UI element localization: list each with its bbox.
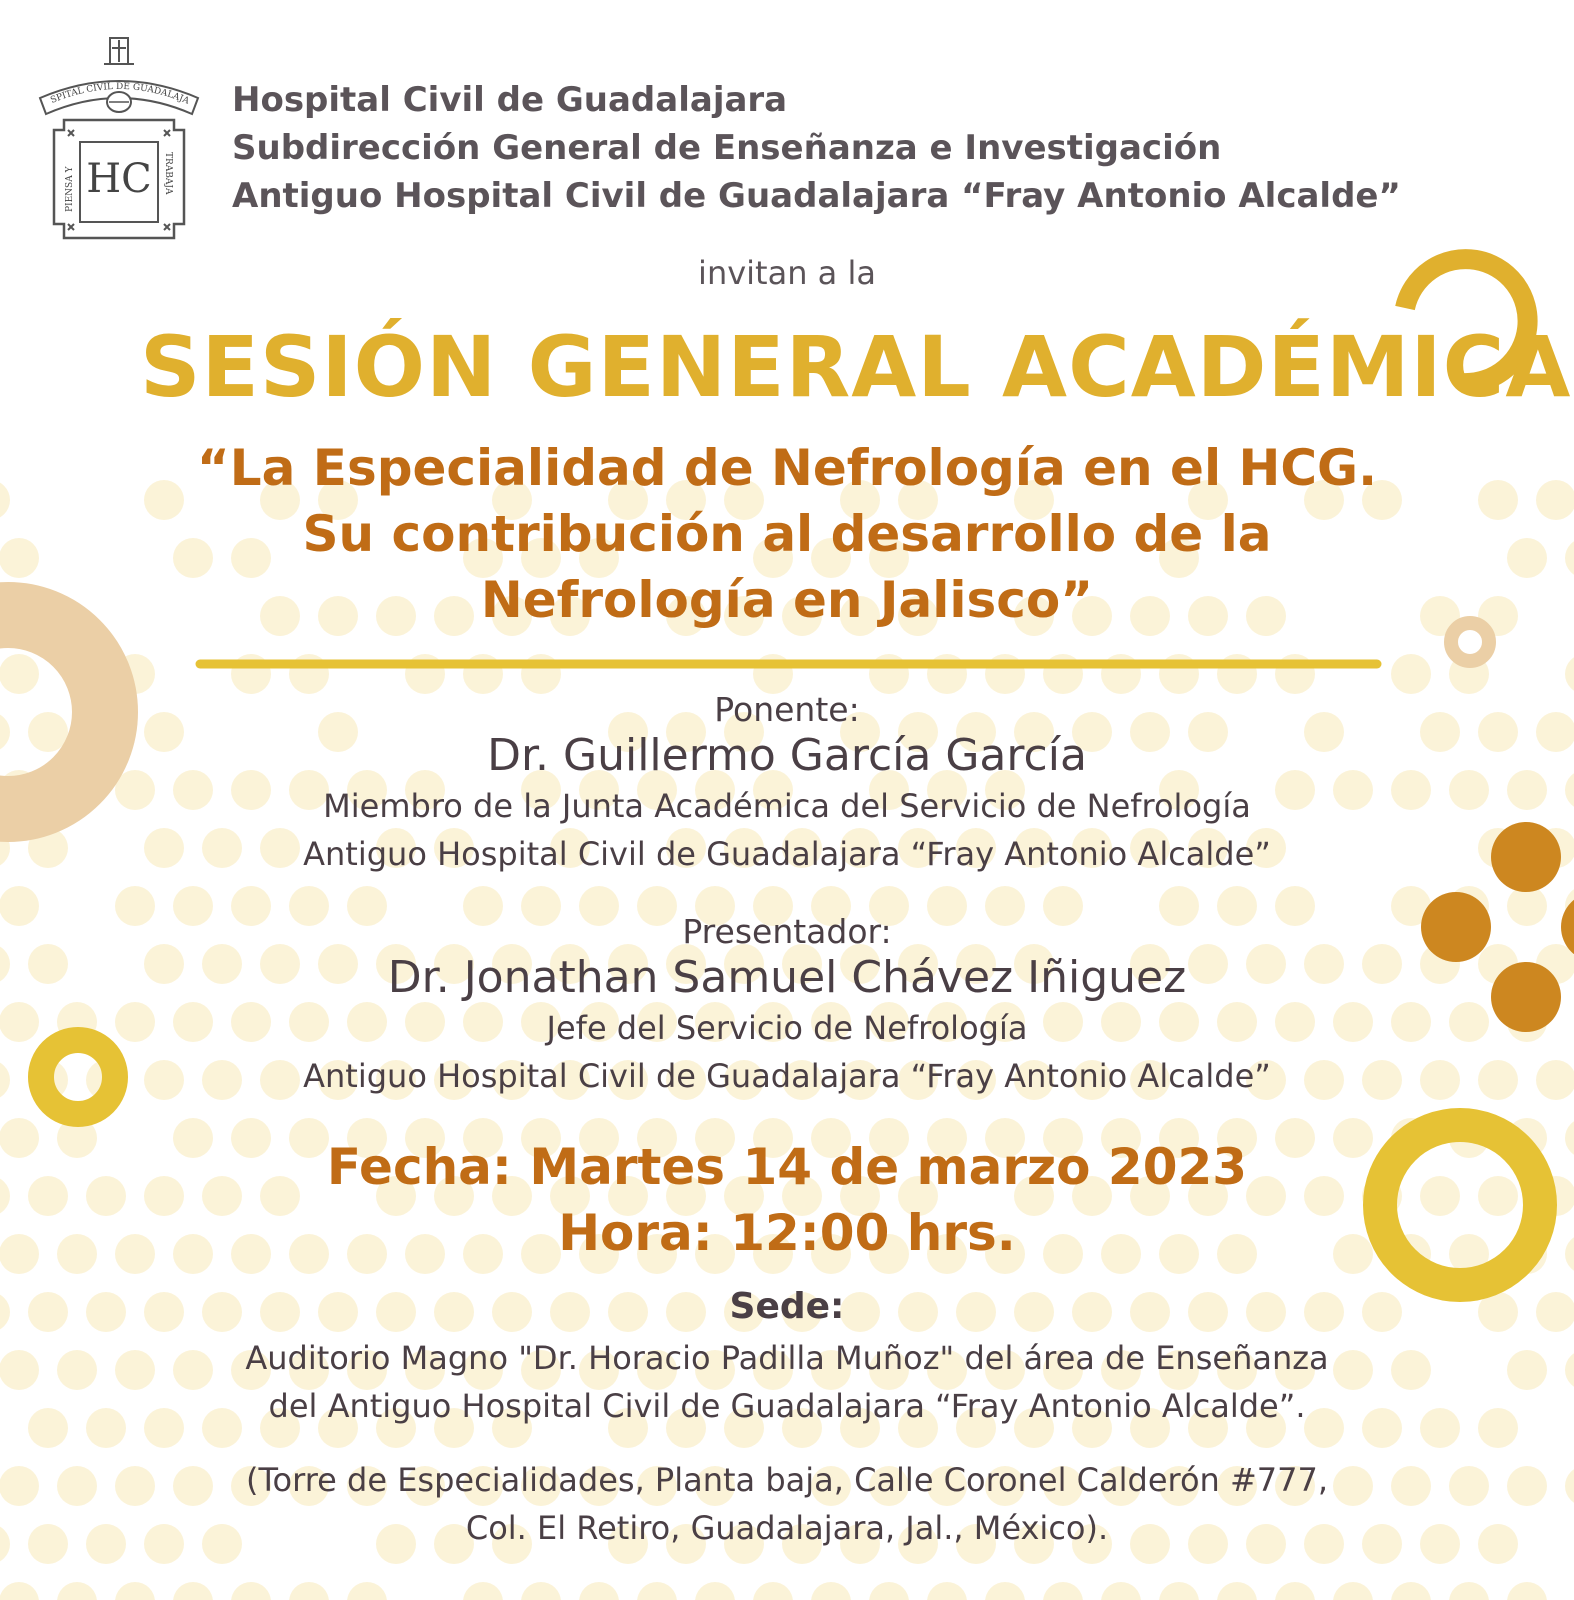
sede-line-2: del Antiguo Hospital Civil de Guadalajara “Fray Antonio Alcalde”. <box>268 1387 1306 1425</box>
logo-banner-text: SPITAL CIVIL DE GUADALAJA <box>49 81 191 107</box>
event-date: Fecha: Martes 14 de marzo 2023 <box>326 1138 1248 1196</box>
background-dot <box>985 1582 1025 1600</box>
address-line-2: Col. El Retiro, Guadalajara, Jal., México). <box>465 1509 1109 1547</box>
address-line-1: (Torre de Especialidades, Planta baja, Calle Coronel Calderón #777, <box>245 1461 1329 1499</box>
presentador-details <box>0 1004 1574 1100</box>
background-dot <box>1217 1582 1257 1600</box>
presentador-role: Jefe del Servicio de Nefrología <box>546 1009 1028 1047</box>
sede-line-1: Auditorio Magno "Dr. Horacio Padilla Muñoz" del área de Enseñanza <box>245 1339 1329 1377</box>
event-title: SESIÓN GENERAL ACADÉMICA <box>140 318 1572 416</box>
presentador-affiliation: Antiguo Hospital Civil de Guadalajara “Fray Antonio Alcalde” <box>303 1057 1271 1095</box>
background-dot <box>289 1582 329 1600</box>
background-dot <box>637 1582 677 1600</box>
topic-line-2: Su contribución al desarrollo de la <box>302 505 1272 563</box>
background-dot <box>753 1582 793 1600</box>
hospital-crest-icon <box>34 34 204 249</box>
background-dot <box>1101 1582 1141 1600</box>
background-dot <box>1333 1582 1373 1600</box>
topic-line-3: Nefrología en Jalisco” <box>480 571 1094 629</box>
background-dot <box>1449 1582 1489 1600</box>
logo-monogram: HC <box>86 156 152 202</box>
logo-left-motto: PIENSA Y <box>65 166 75 212</box>
background-dot <box>231 1582 271 1600</box>
background-dot <box>695 1582 735 1600</box>
presentador-name: Dr. Jonathan Samuel Chávez Iñiguez <box>387 952 1187 1003</box>
sede-address <box>0 1456 1574 1552</box>
institution-line-2: Subdirección General de Enseñanza e Investigación <box>232 128 1222 168</box>
institution-line-1: Hospital Civil de Guadalajara <box>232 80 788 120</box>
background-dot <box>347 1582 387 1600</box>
background-dot <box>0 1582 39 1600</box>
background-dot <box>115 1582 155 1600</box>
logo-right-motto: TRABAJA <box>163 152 173 195</box>
background-dot <box>1043 1582 1083 1600</box>
event-datetime <box>0 1134 1574 1266</box>
background-dot <box>0 654 39 694</box>
background-dot <box>927 1582 967 1600</box>
background-dot <box>1565 654 1574 694</box>
background-dot <box>521 1582 561 1600</box>
background-dot <box>579 1582 619 1600</box>
sede-label: Sede: <box>729 1286 845 1327</box>
topic-line-1: “La Especialidad de Nefrología en el HCG. <box>196 439 1378 497</box>
invite-text: invitan a la <box>698 254 876 292</box>
ponente-label: Ponente: <box>714 690 860 729</box>
event-time: Hora: 12:00 hrs. <box>558 1204 1016 1262</box>
presentador-label: Presentador: <box>682 912 892 951</box>
background-dot <box>869 1582 909 1600</box>
background-dot <box>1275 1582 1315 1600</box>
background-dot <box>463 1582 503 1600</box>
institution-line-3: Antiguo Hospital Civil de Guadalajara “Fray Antonio Alcalde” <box>232 176 1401 216</box>
sede-venue <box>0 1334 1574 1430</box>
hospital-logo <box>34 34 204 249</box>
background-dot <box>173 1582 213 1600</box>
background-dot <box>57 1582 97 1600</box>
background-dot <box>1159 1582 1199 1600</box>
ponente-details <box>0 782 1574 878</box>
background-dot <box>1391 654 1431 694</box>
topic <box>0 435 1574 633</box>
ponente-name: Dr. Guillermo García García <box>487 730 1087 781</box>
ponente-affiliation: Antiguo Hospital Civil de Guadalajara “Fray Antonio Alcalde” <box>303 835 1271 873</box>
background-dot <box>1507 1582 1547 1600</box>
background-dot <box>811 1582 851 1600</box>
ponente-role: Miembro de la Junta Académica del Servicio de Nefrología <box>323 787 1251 825</box>
background-dot <box>1391 1582 1431 1600</box>
